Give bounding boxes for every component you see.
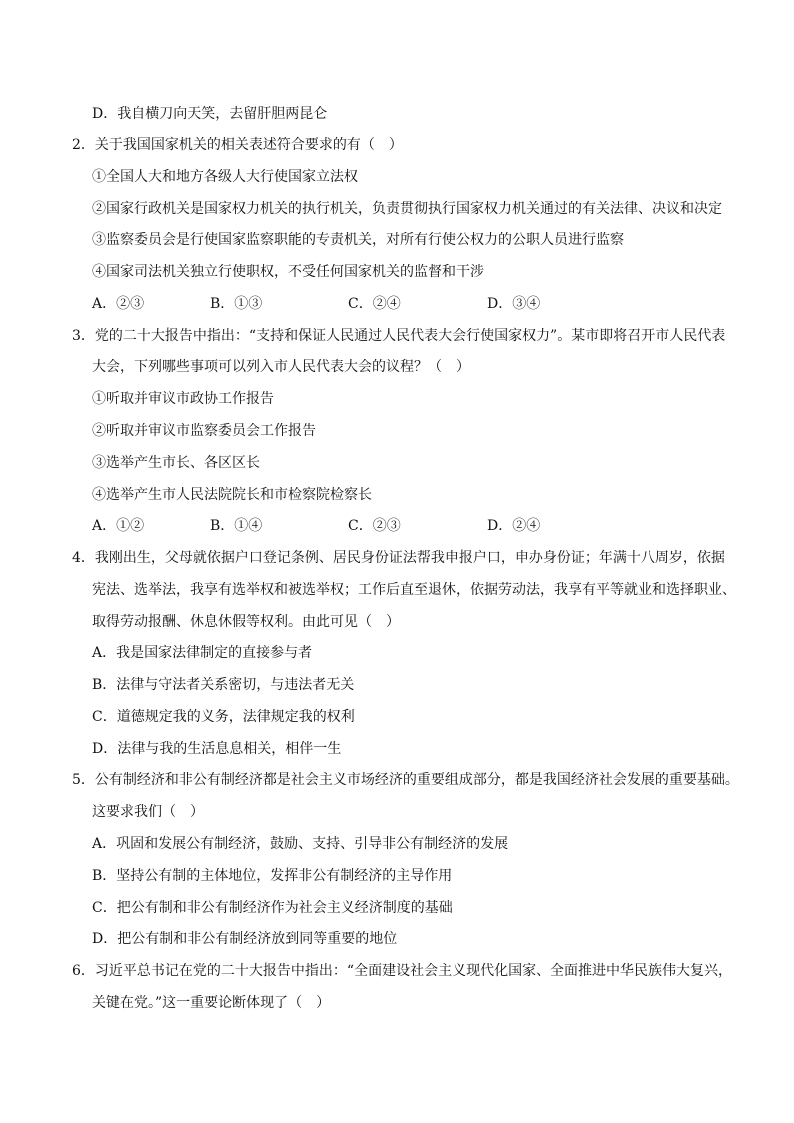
question-5-option-d: D．把公有制和非公有制经济放到同等重要的地位 bbox=[92, 931, 398, 947]
question-2-item-2: ②国家行政机关是国家权力机关的执行机关，负责贯彻执行国家权力机关通过的有关法律、决议和决定 bbox=[92, 201, 722, 217]
question-3-stem-line-2: 大会，下列哪些事项可以列入市人民代表大会的议程？（ ） bbox=[92, 359, 470, 375]
question-3-option-c: C．②③ bbox=[348, 518, 401, 534]
question-2-item-4: ④国家司法机关独立行使职权，不受任何国家机关的监督和干涉 bbox=[92, 264, 484, 280]
question-5-option-a: A．巩固和发展公有制经济，鼓励、支持、引导非公有制经济的发展 bbox=[92, 836, 509, 852]
question-3-item-4: ④选举产生市人民法院院长和市检察院检察长 bbox=[92, 487, 372, 503]
question-2-option-c: C．②④ bbox=[348, 296, 401, 312]
question-3-item-1: ①听取并审议市政协工作报告 bbox=[92, 391, 274, 407]
question-6-stem-line-2: 关键在党。”这一重要论断体现了（ ） bbox=[92, 995, 331, 1011]
question-5-option-c: C．把公有制和非公有制经济作为社会主义经济制度的基础 bbox=[92, 900, 453, 916]
question-2-item-1: ①全国人大和地方各级人大行使国家立法权 bbox=[92, 169, 358, 185]
question-4-option-a: A．我是国家法律制定的直接参与者 bbox=[92, 645, 313, 661]
question-3-item-2: ②听取并审议市监察委员会工作报告 bbox=[92, 423, 316, 439]
question-2-option-b: B．①③ bbox=[210, 296, 263, 312]
question-3-item-3: ③选举产生市长、各区区长 bbox=[92, 455, 260, 471]
question-5-option-b: B．坚持公有制的主体地位，发挥非公有制经济的主导作用 bbox=[92, 868, 453, 884]
question-6-stem-line-1: 6．习近平总书记在党的二十大报告中指出：“全面建设社会主义现代化国家、全面推进中华民族伟大复兴， bbox=[72, 963, 733, 979]
prev-question-option-d: D．我自横刀向天笑，去留肝胆两昆仑 bbox=[92, 106, 328, 122]
question-4-option-d: D．法律与我的生活息息相关，相伴一生 bbox=[92, 741, 342, 757]
question-2-option-d: D．③④ bbox=[487, 296, 541, 312]
question-4-option-b: B．法律与守法者关系密切，与违法者无关 bbox=[92, 677, 355, 693]
question-4-stem-line-3: 取得劳动报酬、休息休假等权利。由此可见（ ） bbox=[92, 614, 400, 630]
question-2-option-a: A．②③ bbox=[92, 296, 145, 312]
question-4-stem-line-2: 宪法、选举法，我享有选举权和被选举权；工作后直至退休，依据劳动法，我享有平等就业和选择职业、 bbox=[92, 582, 736, 598]
question-2-stem: 2．关于我国国家机关的相关表述符合要求的有（ ） bbox=[72, 137, 403, 153]
question-3-option-b: B．①④ bbox=[210, 518, 263, 534]
question-5-stem-line-1: 5．公有制经济和非公有制经济都是社会主义市场经济的重要组成部分，都是我国经济社会发展的重要基础。 bbox=[72, 772, 739, 788]
question-4-option-c: C．道德规定我的义务，法律规定我的权利 bbox=[92, 709, 355, 725]
question-3-stem-line-1: 3．党的二十大报告中指出：“支持和保证人民通过人民代表大会行使国家权力”。某市即将召开市人民代表 bbox=[72, 328, 726, 344]
question-5-stem-line-2: 这要求我们（ ） bbox=[92, 804, 204, 820]
question-2-item-3: ③监察委员会是行使国家监察职能的专责机关，对所有行使公权力的公职人员进行监察 bbox=[92, 232, 624, 248]
question-3-option-d: D．②④ bbox=[487, 518, 541, 534]
question-4-stem-line-1: 4．我刚出生，父母就依据户口登记条例、居民身份证法帮我申报户口，申办身份证；年满十八周岁，依据 bbox=[72, 550, 725, 566]
question-3-option-a: A．①② bbox=[92, 518, 145, 534]
